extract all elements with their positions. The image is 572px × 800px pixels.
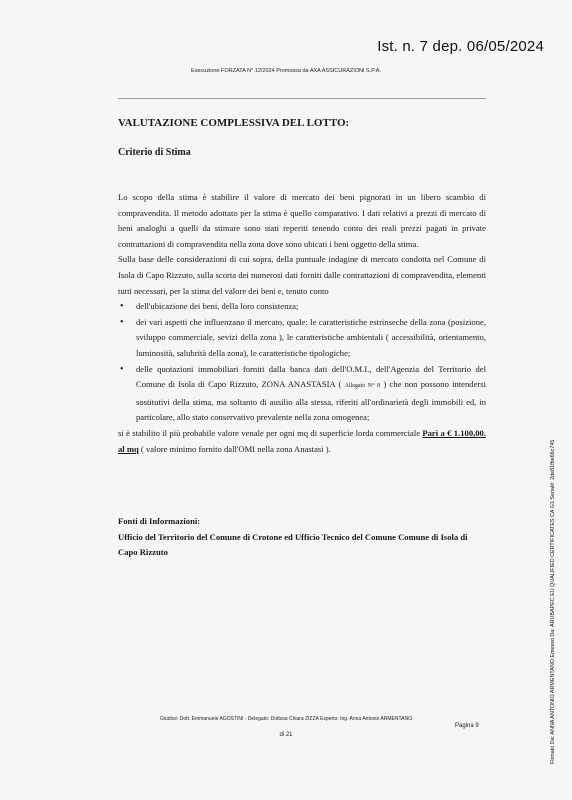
conclusion <box>118 426 486 457</box>
sources-title: Fonti di Informazioni: <box>118 516 201 526</box>
signature-sidebar: Firmato Da: ANNA ANTONIO ARMENTANO Emesso Da: ARUBAPEC EU QUALIFIED CERTIFICATES CA G1 Serial#: 2de81fbe66c745 <box>550 439 556 764</box>
body-text <box>118 190 486 457</box>
bullet-list <box>118 299 486 426</box>
page-total: di 21 <box>279 732 293 738</box>
sources-block <box>118 514 486 561</box>
conclusion-text: si è stabilito il più probabile valore venale per ogni mq di superficie lorda commerciale <box>118 427 423 438</box>
allegato-ref: Allegato N° 8 <box>344 383 381 390</box>
bullet-item: • dell'ubicazione dei beni, della loro consistenza; <box>136 299 486 315</box>
header-line: Esecuzione FORZATA N° 12/2024 Promossa da AXA ASSICURAZIONI S.P.A. <box>191 68 381 74</box>
bullet-text: delle quotazioni immobiliari forniti dalla banca dati dell'O.M.I., dell'Agenzia del Territorio del Comune di Isola di Capo Rizzuto, ZONA ANASTASIA ( <box>136 363 486 390</box>
bullet-item: • dei vari aspetti che influenzano il mercato, quale: le caratteristiche estrinseche della zona (posizione, sviluppo commerciale, sevizi della zona ), le caratteristiche ambientali ( accessibilità, orientamento, luminosità, salubrità della zona), le caratteristiche tipologiche; <box>136 315 486 362</box>
sources-text: Ufficio del Territorio del Comune di Crotone ed Ufficio Tecnico del Comune Comune di Isola di Capo Rizzuto <box>118 531 468 558</box>
paragraph: Sulla base delle considerazioni di cui sopra, della puntuale indagine di mercato condotta nel Comune di Isola di Capo Rizzuto, sulla scorta dei numerosi dati forniti dalle contrattazioni di compravendita, elementi tutti necessari, per la stima del valore dei beni e, tenuto conto <box>118 254 486 296</box>
bullet-item <box>136 362 486 426</box>
filing-stamp: Ist. n. 7 dep. 06/05/2024 <box>377 38 544 55</box>
page-number: Pagina 9 <box>455 723 479 729</box>
section-subtitle: Criterio di Stima <box>118 147 191 158</box>
conclusion-text: ( valore minimo fornito dall'OMI nella zona Anastasi ). <box>138 443 331 454</box>
footer-credits: Giudice: Dott. Emmanuele AGOSTINI - Delegato: Dottssa Chiara ZIZZA Esperto: Ing. Anna Antonio ARMENTANO <box>160 716 412 722</box>
section-title: VALUTAZIONE COMPLESSIVA DEL LOTTO: <box>118 117 350 129</box>
paragraph: Lo scopo della stima è stabilire il valore di mercato dei beni pignorati in un libero scambio di compravendita. Il metodo adottato per la stima è quello comparativo. I dati relativi a prezzi di mercato di beni analoghi a quelli da stimare sono stati reperiti tenendo conto dei reali prezzi pagati in private contrattazioni di compravendita nella zona dove sono ubicati i beni oggetto della stima. <box>118 192 486 249</box>
header-rule <box>118 98 486 99</box>
price-per-sqm: Pari a € 1.100,00. al mq <box>118 427 487 454</box>
bullet-text: ) che non possono intendersi sostitutivi della stima, ma soltanto di ausilio alla stessa, riferiti all'ordinarietà degli immobili ed, in particolare, allo stato conservativo prevalente nella zona omogenea; <box>136 379 486 423</box>
